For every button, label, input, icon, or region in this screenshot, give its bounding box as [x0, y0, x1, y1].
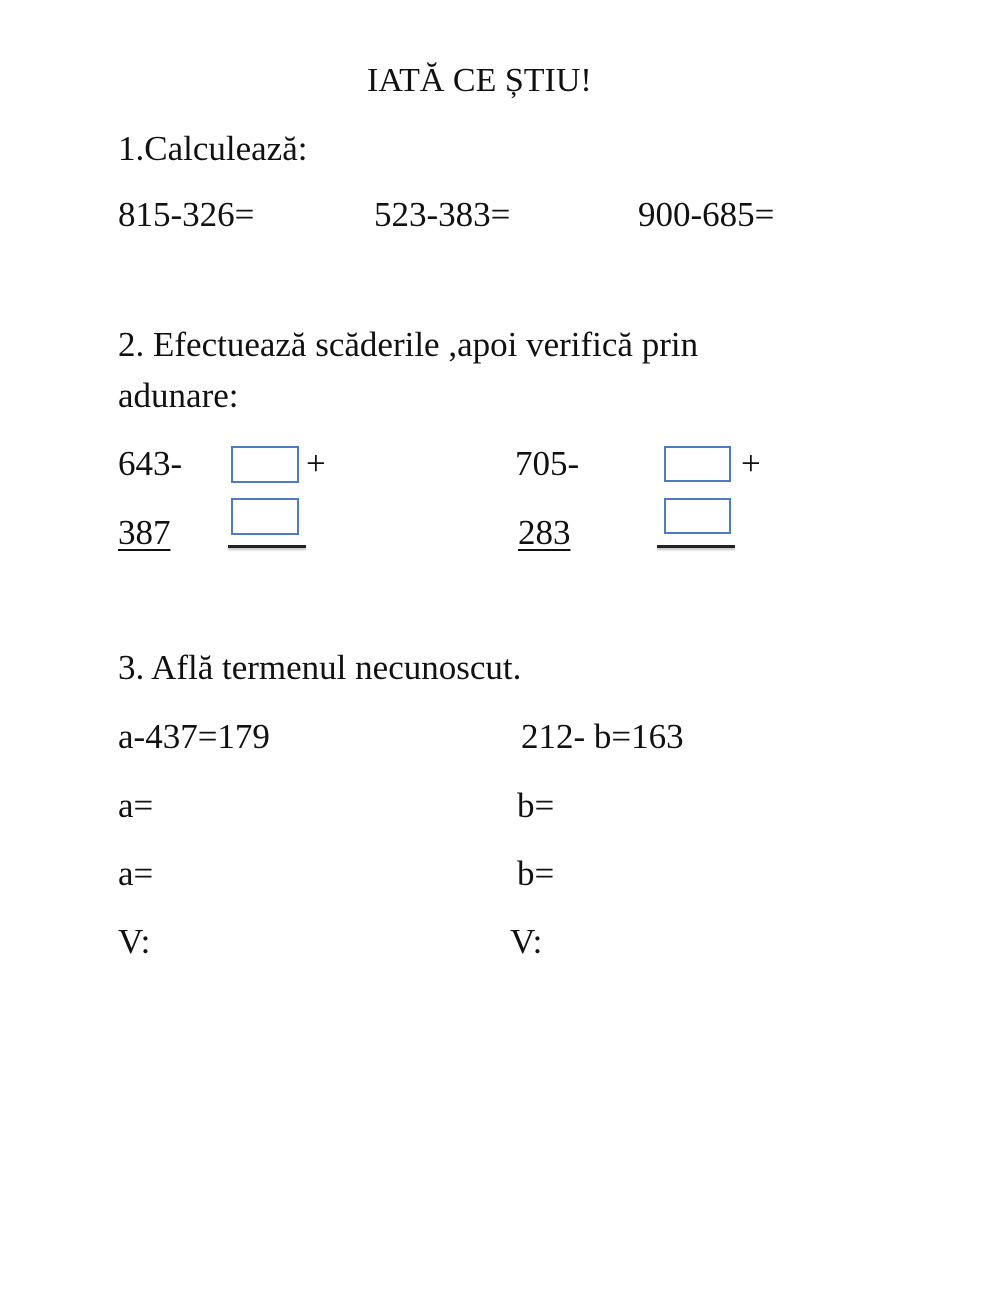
answer-box-bottom-left[interactable] — [231, 498, 299, 535]
step-b-2: b= — [517, 854, 555, 893]
exercise-1-item: 815-326= — [118, 195, 255, 234]
answer-box-bottom-right[interactable] — [664, 498, 731, 534]
subtrahend-left: 387 — [118, 513, 171, 552]
exercise-1-item: 523-383= — [374, 195, 511, 234]
exercise-3-heading: 3. Află termenul necunoscut. — [118, 648, 522, 687]
step-a-1: a= — [118, 786, 154, 825]
minuend-left: 643- — [118, 444, 183, 483]
exercise-1-heading: 1.Calculează: — [118, 129, 308, 168]
answer-box-top-left[interactable] — [231, 446, 299, 483]
exercise-2-heading-cont: adunare: — [118, 376, 239, 415]
step-a-2: a= — [118, 854, 154, 893]
subtrahend-right: 283 — [518, 513, 571, 552]
answer-box-top-right[interactable] — [664, 446, 731, 482]
plus-sign-right: + — [741, 444, 761, 483]
sum-line-right — [657, 545, 735, 548]
verify-left: V: — [118, 922, 151, 961]
page-title: IATĂ CE ȘTIU! — [367, 62, 592, 99]
step-b-1: b= — [517, 786, 555, 825]
exercise-2-heading: 2. Efectuează scăderile ,apoi verifică prin — [118, 325, 699, 364]
verify-right: V: — [510, 922, 543, 961]
equation-left: a-437=179 — [118, 717, 270, 756]
sum-line-left — [228, 545, 306, 548]
equation-right: 212- b=163 — [521, 717, 684, 756]
exercise-1-item: 900-685= — [638, 195, 775, 234]
minuend-right: 705- — [515, 444, 580, 483]
plus-sign-left: + — [306, 444, 326, 483]
